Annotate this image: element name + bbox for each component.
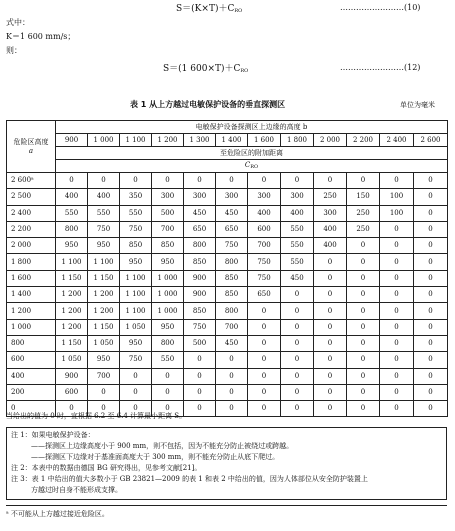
b-value-cell: 1 000 bbox=[88, 134, 120, 147]
distance-cell: 0 bbox=[347, 173, 380, 189]
distance-cell: 800 bbox=[216, 303, 248, 319]
distance-cell: 0 bbox=[120, 401, 152, 417]
table-title: 表 1 从上方越过电敏保护设备的垂直探测区 bbox=[130, 100, 286, 109]
danger-height-cell: 2 600ᵃ bbox=[7, 173, 56, 189]
distance-cell: 0 bbox=[380, 401, 414, 417]
distance-cell: 0 bbox=[120, 368, 152, 384]
distance-cell: 0 bbox=[248, 384, 281, 400]
distance-cell: 0 bbox=[314, 287, 347, 303]
distance-cell: 0 bbox=[56, 173, 88, 189]
distance-cell: 0 bbox=[248, 368, 281, 384]
distance-cell: 1 150 bbox=[56, 270, 88, 286]
distance-cell: 0 bbox=[414, 303, 448, 319]
distance-cell: 1 000 bbox=[152, 287, 184, 303]
danger-height-cell: 600 bbox=[7, 352, 56, 368]
note-1-item-1: ——探测区上边缘高度小于 900 mm，则不包括，因为不能充分防止被绕过或跨越。 bbox=[31, 442, 294, 450]
distance-cell: 550 bbox=[120, 205, 152, 221]
notes-box bbox=[6, 427, 447, 500]
distance-cell: 0 bbox=[281, 303, 314, 319]
distance-cell: 0 bbox=[347, 368, 380, 384]
distance-cell: 0 bbox=[314, 368, 347, 384]
distance-cell: 0 bbox=[314, 319, 347, 335]
distance-cell: 500 bbox=[184, 335, 216, 351]
equation-12-lhs: S＝(1 600×T)＋C bbox=[163, 64, 241, 74]
b-value-cell: 2 200 bbox=[347, 134, 380, 147]
distance-cell: 0 bbox=[414, 221, 448, 237]
distance-cell: 0 bbox=[88, 384, 120, 400]
distance-cell: 400 bbox=[88, 189, 120, 205]
below-table-note: 当给出的值为 0 时，宜根据 6.2 至 6.4 计算最小距离 S。 bbox=[6, 412, 187, 420]
distance-cell: 1 000 bbox=[152, 303, 184, 319]
where-label: 式中： bbox=[6, 18, 30, 27]
distance-cell: 650 bbox=[216, 221, 248, 237]
cro-symbol: C bbox=[244, 160, 251, 169]
distance-cell: 800 bbox=[56, 221, 88, 237]
distance-cell: 0 bbox=[216, 352, 248, 368]
b-value-cell: 2 400 bbox=[380, 134, 414, 147]
distance-cell: 0 bbox=[88, 173, 120, 189]
distance-cell: 0 bbox=[380, 173, 414, 189]
danger-height-cell: 800 bbox=[7, 335, 56, 351]
distance-cell: 650 bbox=[248, 287, 281, 303]
distance-cell: 950 bbox=[88, 238, 120, 254]
distance-cell: 700 bbox=[248, 238, 281, 254]
distance-cell: 0 bbox=[347, 384, 380, 400]
unit-label: 单位为毫米 bbox=[400, 101, 435, 109]
distance-cell: 650 bbox=[184, 221, 216, 237]
distance-cell: 0 bbox=[248, 173, 281, 189]
detection-zone-table bbox=[6, 120, 448, 417]
equation-10-lhs: S＝(K×T)＋C bbox=[176, 4, 235, 14]
distance-cell: 0 bbox=[380, 254, 414, 270]
distance-cell: 0 bbox=[414, 238, 448, 254]
danger-height-cell: 200 bbox=[7, 384, 56, 400]
distance-cell: 950 bbox=[120, 254, 152, 270]
distance-cell: 0 bbox=[380, 303, 414, 319]
distance-cell: 0 bbox=[248, 303, 281, 319]
b-value-cell: 1 400 bbox=[216, 134, 248, 147]
distance-cell: 0 bbox=[414, 319, 448, 335]
distance-cell: 0 bbox=[216, 401, 248, 417]
danger-height-cell: 2 400 bbox=[7, 205, 56, 221]
distance-cell: 0 bbox=[314, 352, 347, 368]
distance-cell: 0 bbox=[380, 335, 414, 351]
b-value-cell: 2 000 bbox=[314, 134, 347, 147]
distance-cell: 0 bbox=[281, 319, 314, 335]
distance-cell: 950 bbox=[56, 238, 88, 254]
distance-cell: 0 bbox=[184, 173, 216, 189]
distance-cell: 700 bbox=[152, 221, 184, 237]
distance-cell: 300 bbox=[216, 189, 248, 205]
table-row bbox=[7, 303, 448, 319]
distance-cell: 0 bbox=[152, 173, 184, 189]
danger-height-cell: 1 200 bbox=[7, 303, 56, 319]
distance-cell: 0 bbox=[347, 287, 380, 303]
distance-cell: 0 bbox=[120, 384, 152, 400]
distance-cell: 0 bbox=[281, 352, 314, 368]
table-row bbox=[7, 368, 448, 384]
distance-cell: 600 bbox=[56, 384, 88, 400]
distance-cell: 900 bbox=[56, 368, 88, 384]
distance-cell: 600 bbox=[248, 221, 281, 237]
distance-cell: 900 bbox=[184, 270, 216, 286]
distance-cell: 1 100 bbox=[120, 287, 152, 303]
distance-cell: 1 050 bbox=[88, 335, 120, 351]
distance-cell: 0 bbox=[281, 287, 314, 303]
distance-cell: 0 bbox=[314, 384, 347, 400]
table-row bbox=[7, 319, 448, 335]
distance-cell: 0 bbox=[380, 270, 414, 286]
distance-cell: 0 bbox=[414, 270, 448, 286]
distance-cell: 0 bbox=[380, 287, 414, 303]
b-value-cell: 1 600 bbox=[248, 134, 281, 147]
distance-cell: 700 bbox=[88, 368, 120, 384]
distance-cell: 0 bbox=[347, 401, 380, 417]
danger-height-cell: 1 000 bbox=[7, 319, 56, 335]
distance-cell: 750 bbox=[248, 254, 281, 270]
danger-height-cell: 2 200 bbox=[7, 221, 56, 237]
table-row bbox=[7, 287, 448, 303]
equation-10-sub: RO bbox=[234, 8, 243, 14]
danger-height-cell: 0 bbox=[7, 401, 56, 417]
distance-cell: 0 bbox=[314, 335, 347, 351]
danger-height-cell: 1 800 bbox=[7, 254, 56, 270]
distance-cell: 500 bbox=[152, 205, 184, 221]
distance-cell: 1 050 bbox=[120, 319, 152, 335]
equation-10-number: ……………………(10) bbox=[340, 3, 421, 12]
distance-cell: 400 bbox=[248, 205, 281, 221]
cro-subscript: RO bbox=[250, 163, 259, 170]
distance-cell: 950 bbox=[88, 352, 120, 368]
distance-cell: 550 bbox=[56, 205, 88, 221]
distance-cell: 850 bbox=[184, 254, 216, 270]
distance-cell: 300 bbox=[314, 205, 347, 221]
distance-cell: 750 bbox=[120, 221, 152, 237]
distance-cell: 0 bbox=[281, 173, 314, 189]
table-row bbox=[7, 238, 448, 254]
danger-height-label: 危险区高度 bbox=[13, 137, 49, 146]
table-row bbox=[7, 173, 448, 189]
distance-cell: 550 bbox=[281, 238, 314, 254]
distance-cell: 0 bbox=[248, 401, 281, 417]
distance-cell: 850 bbox=[216, 287, 248, 303]
distance-cell: 0 bbox=[152, 368, 184, 384]
distance-cell: 0 bbox=[380, 238, 414, 254]
distance-cell: 750 bbox=[88, 221, 120, 237]
distance-cell: 550 bbox=[281, 254, 314, 270]
table-row bbox=[7, 335, 448, 351]
b-value-cell: 1 200 bbox=[152, 134, 184, 147]
distance-cell: 100 bbox=[380, 205, 414, 221]
danger-height-header bbox=[7, 121, 56, 173]
distance-cell: 250 bbox=[347, 221, 380, 237]
distance-cell: 0 bbox=[56, 401, 88, 417]
distance-cell: 0 bbox=[184, 368, 216, 384]
distance-cell: 1 150 bbox=[88, 319, 120, 335]
table-row bbox=[7, 221, 448, 237]
distance-cell: 850 bbox=[120, 238, 152, 254]
b-height-header: 电敏保护设备探测区上边缘的高度 b bbox=[56, 121, 448, 134]
distance-cell: 0 bbox=[88, 401, 120, 417]
distance-cell: 450 bbox=[281, 270, 314, 286]
distance-cell: 0 bbox=[414, 287, 448, 303]
distance-cell: 300 bbox=[184, 189, 216, 205]
distance-cell: 0 bbox=[347, 352, 380, 368]
distance-cell: 0 bbox=[281, 401, 314, 417]
distance-cell: 850 bbox=[184, 303, 216, 319]
distance-cell: 250 bbox=[314, 189, 347, 205]
distance-cell: 1 200 bbox=[56, 303, 88, 319]
distance-cell: 100 bbox=[380, 189, 414, 205]
distance-cell: 400 bbox=[56, 189, 88, 205]
distance-cell: 950 bbox=[152, 254, 184, 270]
distance-cell: 1 050 bbox=[56, 352, 88, 368]
danger-height-cell: 2 500 bbox=[7, 189, 56, 205]
distance-cell: 850 bbox=[152, 238, 184, 254]
equation-12 bbox=[163, 61, 248, 74]
b-value-cell: 1 300 bbox=[184, 134, 216, 147]
distance-cell: 0 bbox=[216, 368, 248, 384]
distance-cell: 750 bbox=[184, 319, 216, 335]
distance-cell: 950 bbox=[152, 319, 184, 335]
distance-cell: 1 100 bbox=[88, 254, 120, 270]
distance-cell: 0 bbox=[184, 401, 216, 417]
distance-cell: 1 200 bbox=[56, 319, 88, 335]
cro-header bbox=[56, 160, 448, 173]
distance-cell: 400 bbox=[314, 238, 347, 254]
danger-height-cell: 2 000 bbox=[7, 238, 56, 254]
note-1-item-2: ——探测区下边缘对于基准面高度大于 300 mm，则不能充分防止从底下爬过。 bbox=[31, 453, 280, 461]
distance-cell: 0 bbox=[347, 335, 380, 351]
distance-cell: 0 bbox=[314, 173, 347, 189]
distance-cell: 0 bbox=[414, 401, 448, 417]
distance-cell: 0 bbox=[347, 238, 380, 254]
distance-cell: 300 bbox=[248, 189, 281, 205]
distance-cell: 750 bbox=[120, 352, 152, 368]
equation-12-number: ……………………(12) bbox=[340, 63, 421, 72]
distance-cell: 1 100 bbox=[120, 270, 152, 286]
distance-cell: 0 bbox=[120, 173, 152, 189]
distance-cell: 0 bbox=[152, 384, 184, 400]
distance-cell: 1 100 bbox=[120, 303, 152, 319]
distance-cell: 300 bbox=[281, 189, 314, 205]
distance-cell: 750 bbox=[248, 270, 281, 286]
distance-cell: 1 150 bbox=[88, 270, 120, 286]
distance-cell: 0 bbox=[314, 254, 347, 270]
distance-cell: 0 bbox=[380, 221, 414, 237]
distance-cell: 150 bbox=[347, 189, 380, 205]
distance-cell: 800 bbox=[216, 254, 248, 270]
distance-cell: 0 bbox=[281, 335, 314, 351]
footnote-divider bbox=[6, 505, 447, 506]
distance-cell: 400 bbox=[281, 205, 314, 221]
distance-cell: 850 bbox=[216, 270, 248, 286]
distance-cell: 0 bbox=[152, 401, 184, 417]
distance-cell: 1 000 bbox=[152, 270, 184, 286]
distance-cell: 0 bbox=[184, 352, 216, 368]
distance-cell: 0 bbox=[248, 335, 281, 351]
distance-cell: 0 bbox=[248, 319, 281, 335]
distance-cell: 0 bbox=[414, 189, 448, 205]
footnote: ᵃ 不可能从上方越过接近危险区。 bbox=[6, 510, 109, 518]
distance-cell: 750 bbox=[216, 238, 248, 254]
table-row bbox=[7, 270, 448, 286]
distance-cell: 0 bbox=[281, 368, 314, 384]
distance-cell: 0 bbox=[414, 335, 448, 351]
distance-cell: 0 bbox=[347, 303, 380, 319]
distance-cell: 950 bbox=[120, 335, 152, 351]
distance-cell: 0 bbox=[414, 205, 448, 221]
distance-cell: 0 bbox=[347, 270, 380, 286]
distance-cell: 350 bbox=[120, 189, 152, 205]
b-value-cell: 1 800 bbox=[281, 134, 314, 147]
distance-cell: 800 bbox=[152, 335, 184, 351]
note-1: 注 1：如果电敏保护设备： bbox=[11, 431, 95, 439]
extra-distance-header: 至危险区的附加距离 bbox=[56, 147, 448, 160]
distance-cell: 700 bbox=[216, 319, 248, 335]
equation-10 bbox=[176, 1, 242, 14]
table-row bbox=[7, 384, 448, 400]
danger-height-cell: 1 600 bbox=[7, 270, 56, 286]
distance-cell: 1 200 bbox=[88, 287, 120, 303]
b-values-row bbox=[7, 134, 448, 147]
b-value-cell: 2 600 bbox=[414, 134, 448, 147]
k-value: K＝1 600 mm/s； bbox=[6, 32, 76, 41]
danger-height-cell: 400 bbox=[7, 368, 56, 384]
distance-cell: 800 bbox=[184, 238, 216, 254]
equation-12-sub: RO bbox=[240, 68, 249, 74]
danger-height-symbol: a bbox=[28, 146, 34, 155]
distance-cell: 0 bbox=[314, 401, 347, 417]
distance-cell: 450 bbox=[216, 335, 248, 351]
distance-cell: 0 bbox=[347, 254, 380, 270]
note-3-cont: 方越过时自身不能形成支撑。 bbox=[31, 486, 122, 494]
distance-cell: 900 bbox=[184, 287, 216, 303]
b-value-cell: 900 bbox=[56, 134, 88, 147]
distance-cell: 0 bbox=[248, 352, 281, 368]
distance-cell: 0 bbox=[414, 368, 448, 384]
distance-cell: 300 bbox=[152, 189, 184, 205]
then-label: 则： bbox=[6, 46, 22, 55]
table-row bbox=[7, 189, 448, 205]
distance-cell: 0 bbox=[414, 384, 448, 400]
distance-cell: 1 150 bbox=[56, 335, 88, 351]
table-row bbox=[7, 205, 448, 221]
distance-cell: 0 bbox=[380, 352, 414, 368]
distance-cell: 0 bbox=[216, 173, 248, 189]
distance-cell: 550 bbox=[281, 221, 314, 237]
distance-cell: 550 bbox=[152, 352, 184, 368]
distance-cell: 450 bbox=[216, 205, 248, 221]
distance-cell: 250 bbox=[347, 205, 380, 221]
distance-cell: 0 bbox=[380, 368, 414, 384]
distance-cell: 1 200 bbox=[56, 287, 88, 303]
distance-cell: 0 bbox=[414, 173, 448, 189]
distance-cell: 0 bbox=[216, 384, 248, 400]
distance-cell: 0 bbox=[380, 384, 414, 400]
note-3: 注 3：表 1 中给出的值大多数小于 GB 23821—2009 的表 1 和表 2 中给出的值，因为人体部位从安全防护装置上 bbox=[11, 475, 368, 483]
distance-cell: 0 bbox=[380, 319, 414, 335]
distance-cell: 0 bbox=[347, 319, 380, 335]
distance-cell: 0 bbox=[414, 352, 448, 368]
distance-cell: 0 bbox=[314, 303, 347, 319]
b-value-cell: 1 100 bbox=[120, 134, 152, 147]
table-row bbox=[7, 352, 448, 368]
distance-cell: 0 bbox=[184, 384, 216, 400]
distance-cell: 1 200 bbox=[88, 303, 120, 319]
distance-cell: 400 bbox=[314, 221, 347, 237]
distance-cell: 450 bbox=[184, 205, 216, 221]
distance-cell: 0 bbox=[314, 270, 347, 286]
distance-cell: 0 bbox=[414, 254, 448, 270]
distance-cell: 550 bbox=[88, 205, 120, 221]
distance-cell: 1 100 bbox=[56, 254, 88, 270]
note-2: 注 2：本表中的数据由德国 BG 研究得出，见参考文献[21]。 bbox=[11, 464, 202, 472]
danger-height-cell: 1 400 bbox=[7, 287, 56, 303]
table-row bbox=[7, 254, 448, 270]
distance-cell: 0 bbox=[281, 384, 314, 400]
